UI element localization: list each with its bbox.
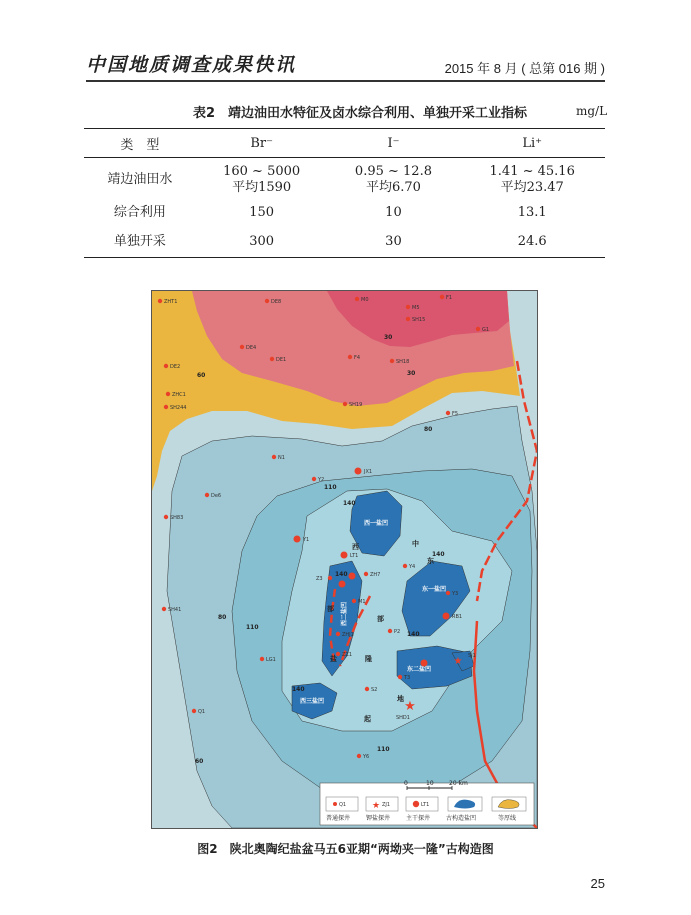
well-marker	[294, 536, 301, 543]
well-marker	[164, 364, 168, 368]
contour-label: 30	[384, 334, 393, 341]
well-marker	[162, 607, 166, 611]
well-marker	[352, 599, 356, 603]
well-marker	[398, 675, 402, 679]
cell-i: 10	[385, 205, 402, 220]
well-marker	[205, 493, 209, 497]
well-label: JX1	[364, 469, 373, 475]
map-legend	[320, 780, 534, 825]
well-marker	[476, 327, 480, 331]
zone-label: 起	[364, 715, 371, 723]
legend-label: 主干探井	[406, 815, 431, 822]
contour-label: 110	[377, 746, 390, 753]
well-label: LT1	[350, 553, 359, 559]
well-label: DE2	[170, 364, 181, 370]
col-header-br: Br⁻	[196, 129, 328, 158]
well-label: F4	[354, 355, 361, 361]
well-marker	[260, 657, 264, 661]
well-marker	[312, 477, 316, 481]
contour-label: 140	[335, 571, 348, 578]
well-marker	[349, 573, 356, 580]
well-marker	[158, 299, 162, 303]
legend-normal-well-icon	[333, 802, 337, 806]
legend-label: 钾盐探井	[366, 815, 391, 822]
depression-label: 西二盐凹	[341, 601, 348, 626]
cell-br: 300	[196, 227, 328, 258]
well-marker	[336, 632, 340, 636]
well-marker	[355, 297, 359, 301]
contour-label: 110	[324, 484, 337, 491]
contour-label: 80	[218, 614, 227, 621]
well-marker	[357, 754, 361, 758]
well-marker	[348, 355, 352, 359]
table-title: 表2 靖边油田水特征及卤水综合利用、单独开采工业指标	[193, 106, 528, 121]
page-number: 25	[590, 876, 605, 891]
well-marker	[355, 468, 362, 475]
well-label: SH83	[170, 515, 184, 521]
journal-title: 中国地质调查成果快讯	[86, 54, 297, 76]
contour-label: 140	[432, 551, 445, 558]
contour-label: 80	[424, 426, 433, 433]
zone-label: 部	[327, 605, 334, 613]
well-marker	[270, 357, 274, 361]
well-marker	[240, 345, 244, 349]
map-svg	[152, 291, 537, 828]
well-label: SH18	[396, 359, 410, 365]
well-marker	[443, 613, 450, 620]
col-header-li: Li⁺	[459, 129, 605, 158]
scale-tick: 20 km	[449, 780, 468, 787]
zone-label: 部	[377, 615, 384, 623]
well-label: G1	[482, 327, 490, 333]
well-marker	[164, 515, 168, 519]
well-marker	[341, 552, 348, 559]
well-label: ZHT1	[164, 299, 178, 305]
zone-label: 盐	[330, 655, 337, 663]
table-row	[84, 199, 605, 227]
well-marker	[406, 317, 410, 321]
table-header-row	[84, 129, 605, 158]
well-label: ZHJ1	[342, 632, 354, 638]
contour-label: 140	[343, 500, 356, 507]
well-marker	[265, 299, 269, 303]
well-label: Y1	[303, 537, 310, 543]
well-label: SH41	[168, 607, 182, 613]
well-marker	[365, 687, 369, 691]
well-label: P2	[394, 629, 401, 635]
cell-type: 靖边油田水	[107, 172, 173, 187]
well-label: Y4	[409, 564, 416, 570]
well-marker	[339, 581, 346, 588]
well-marker	[192, 709, 196, 713]
well-label: Z3	[316, 576, 323, 582]
table-row	[84, 158, 605, 200]
well-label: S2	[371, 687, 378, 693]
legend-potash-star-icon: ★	[371, 801, 381, 811]
legend-main-well-icon	[413, 801, 419, 807]
cell-i: 30	[328, 227, 460, 258]
well-marker	[336, 652, 340, 656]
contour-label: 140	[292, 686, 305, 693]
col-header-type: 类 型	[84, 129, 196, 158]
well-label: Y2	[318, 477, 325, 483]
cell-br: 150	[249, 205, 275, 220]
paleotectonic-map	[151, 290, 538, 829]
table-row	[84, 227, 605, 258]
well-label: Y3	[452, 591, 459, 597]
well-label: F1	[446, 295, 453, 301]
zone-label: 东	[427, 557, 434, 565]
cell-li: 24.6	[459, 227, 605, 258]
zone-label: 地	[397, 695, 404, 703]
table-unit: mg/L	[576, 104, 608, 118]
well-label: SJ1	[468, 653, 476, 659]
well-marker	[364, 572, 368, 576]
well-label: LG1	[266, 657, 276, 663]
cell-br: 160 ~ 5000 平均1590	[223, 164, 301, 195]
well-label: SHD1	[396, 715, 410, 721]
potash-well-star-icon: ★	[404, 699, 416, 714]
header-rule	[86, 80, 605, 82]
well-label: DE1	[276, 357, 287, 363]
well-label: M1	[358, 599, 366, 605]
well-label: ZHC1	[172, 392, 186, 398]
scale-tick: 10	[426, 780, 434, 787]
well-marker	[440, 295, 444, 299]
well-marker	[343, 402, 347, 406]
well-label: T3	[404, 675, 411, 681]
well-label: ZZ1	[342, 652, 353, 658]
well-marker	[446, 591, 450, 595]
well-label: Y6	[363, 754, 370, 760]
contour-label: 30	[407, 370, 416, 377]
legend-sample: ZJ1	[382, 802, 391, 808]
legend-label: 普通探井	[326, 815, 351, 822]
well-label: F5	[452, 411, 459, 417]
well-marker	[406, 305, 410, 309]
cell-type: 单独开采	[84, 227, 196, 258]
zone-label: 隆	[365, 655, 372, 663]
well-label: SH15	[412, 317, 426, 323]
contour-label: 60	[197, 372, 206, 379]
legend-sample: Q1	[339, 802, 347, 808]
figure-caption: 图2 陕北奥陶纪盐盆马五6亚期“两坳夹一隆”古构造图	[197, 842, 494, 856]
issue-info: 2015 年 8 月 ( 总第 016 期 )	[444, 61, 605, 76]
zone-label: 西	[352, 543, 359, 551]
well-label: De6	[211, 493, 222, 499]
well-marker	[164, 405, 168, 409]
scale-tick: 0	[404, 780, 408, 787]
well-label: N1	[278, 455, 285, 461]
well-marker	[403, 564, 407, 568]
well-label: ZH7	[370, 572, 381, 578]
well-marker	[272, 455, 276, 459]
well-label: DE4	[246, 345, 257, 351]
legend-label: 古构造盐凹	[446, 815, 477, 822]
cell-i: 0.95 ~ 12.8 平均6.70	[354, 164, 432, 195]
well-label: SH19	[349, 402, 363, 408]
depression-label: 西一盐凹	[364, 520, 389, 527]
zone-label: 中	[412, 540, 419, 548]
well-label: M0	[361, 297, 369, 303]
well-label: M5	[412, 305, 420, 311]
well-marker	[166, 392, 170, 396]
well-label: RB1	[452, 614, 463, 620]
well-marker	[421, 660, 428, 667]
contour-label: 60	[195, 758, 204, 765]
well-marker	[328, 576, 332, 580]
indicator-table	[84, 128, 605, 258]
well-marker	[390, 359, 394, 363]
contour-label: 110	[246, 624, 259, 631]
cell-type: 综合利用	[113, 205, 166, 220]
cell-li: 13.1	[517, 205, 547, 220]
potash-well-star-icon: ★	[453, 656, 463, 667]
well-marker	[388, 629, 392, 633]
col-header-i: I⁻	[328, 129, 460, 158]
legend-label: 等厚线	[498, 815, 517, 822]
depression-label: 西三盐凹	[300, 698, 325, 705]
contour-label: 140	[407, 631, 420, 638]
well-label: SH244	[170, 405, 187, 411]
well-label: DE8	[271, 299, 282, 305]
depression-label: 东二盐凹	[407, 666, 432, 673]
depression-label: 东一盐凹	[422, 586, 447, 593]
well-label: Q1	[198, 709, 206, 715]
legend-sample: LT1	[421, 802, 430, 808]
cell-li: 1.41 ~ 45.16 平均23.47	[489, 164, 575, 195]
well-marker	[446, 411, 450, 415]
